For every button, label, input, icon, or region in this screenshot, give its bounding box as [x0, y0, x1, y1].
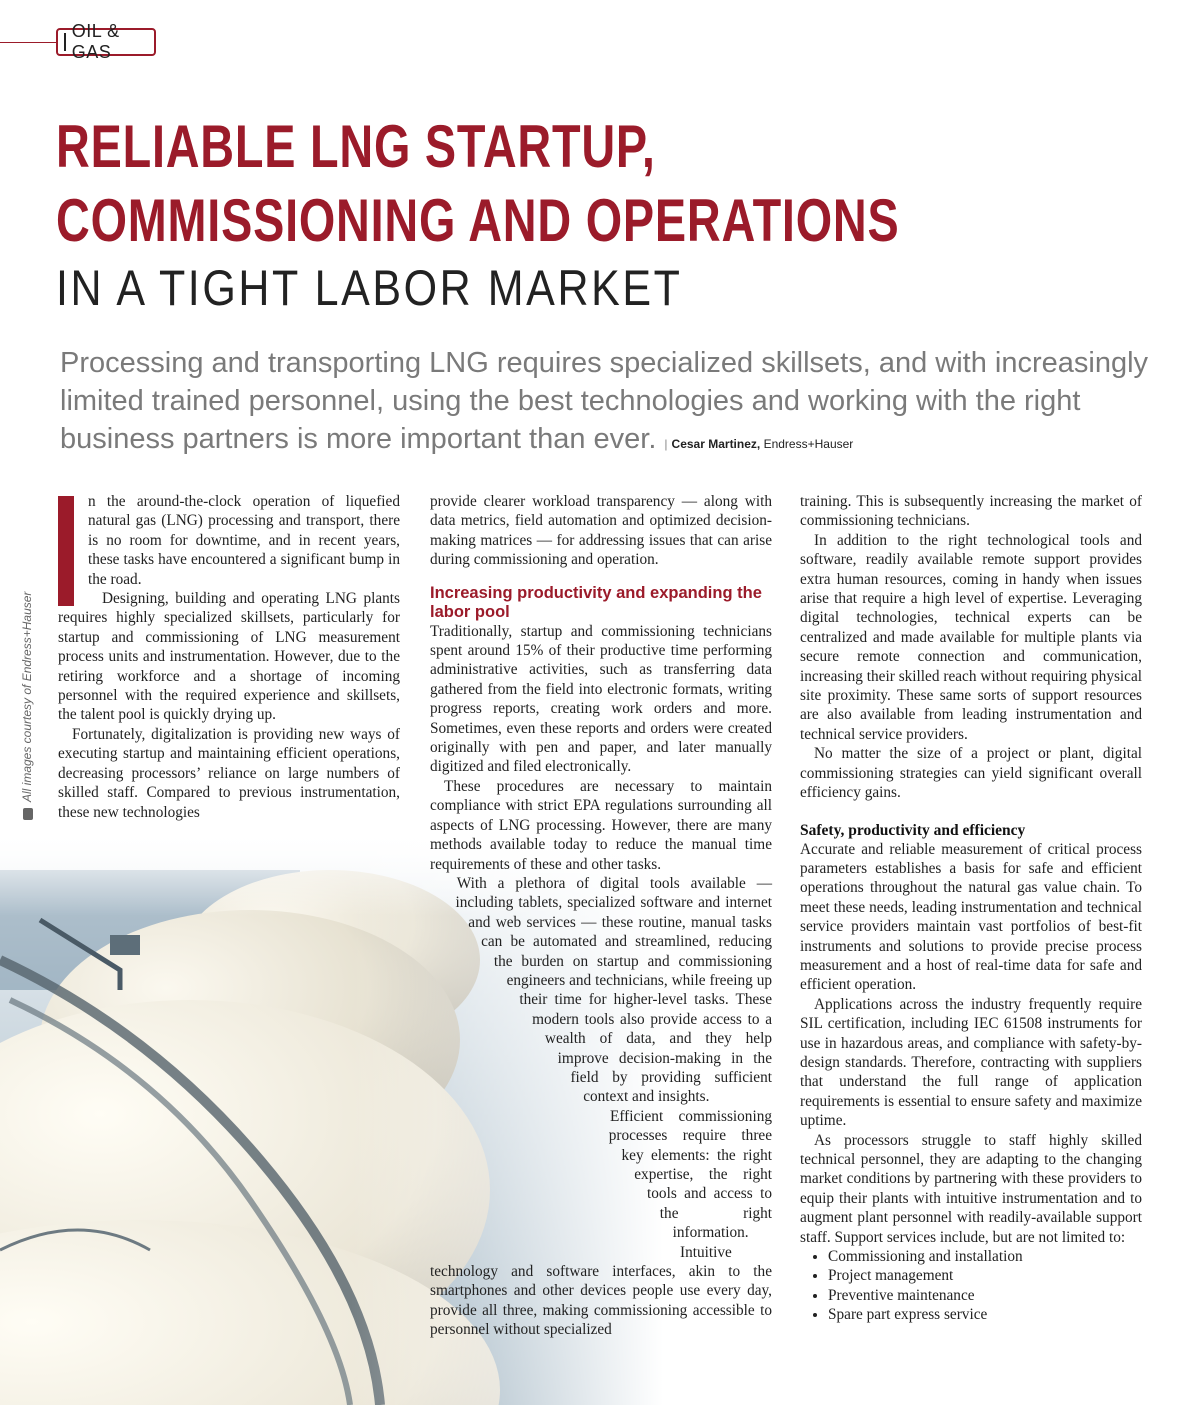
- author-company: Endress+Hauser: [763, 437, 854, 451]
- col3-paragraph-2: In addition to the right technological tools and software, readily available remote support provides extra human resources, coming in handy when issues arise that require a high level of expertise. Leveraging digital technologies, technical experts can be centralized and made available for multiple plants via secure remote connection and communication, increasing their skilled reach without requiring physical site proximity. These same sorts of support resources are also available from leading instrumentation and technical service providers.: [800, 531, 1142, 743]
- col2-paragraph-2: Traditionally, startup and commissioning technicians spent around 15% of their productive time performing administrative activities, such as transferring data gathered from the field into electronic formats, writing progress reports, creating work orders and more. Sometimes, even these reports and orders were created originally with pen and paper, and later manually digitized and filed electronically.: [430, 622, 772, 776]
- section-label: OIL & GAS: [71, 21, 120, 62]
- headline-line-1: RELIABLE LNG STARTUP,: [56, 113, 656, 180]
- col1-paragraph-2: Designing, building and operating LNG plants requires highly specialized skillsets, particularly for startup and commissioning of LNG measurement process units and instrumentation. However, due to the retiring workforce and a shortage of incoming personnel with the required experience and skillsets, the talent pool is quickly drying up.: [58, 590, 400, 724]
- section-rule: [0, 42, 58, 43]
- services-list: [800, 1247, 1142, 1325]
- article-column-1: [58, 492, 400, 822]
- headline-subtitle: IN A TIGHT LABOR MARKET: [56, 260, 683, 316]
- photo-credit: All images courtesy of Endress+Hauser: [20, 592, 34, 820]
- col2-paragraph-3: These procedures are necessary to maintain compliance with strict EPA regulations surrounding all aspects of LNG processing. However, there are many methods available today to reduce the manual time requirements of these and other tasks.: [430, 777, 772, 873]
- list-item: • Preventive maintenance: [828, 1286, 1142, 1305]
- list-item: • Commissioning and installation: [828, 1247, 1142, 1266]
- col2-subheading: Increasing productivity and expanding the labor pool: [430, 583, 762, 621]
- byline: | Cesar Martinez, Endress+Hauser: [664, 437, 854, 451]
- col1-paragraph-3: Fortunately, digitalization is providing new ways of executing startup and maintaining efficient operations, decreasing processors’ reliance on large numbers of skilled staff. Compared to previous instrumentation, these new technologies: [58, 725, 400, 821]
- col3-paragraph-4: Accurate and reliable measurement of critical process parameters establishes a basis for safe and efficient operations throughout the natural gas value chain. To meet these needs, leading instrumentation and technical service providers maintain vast portfolios of best-fit instruments and solutions to provide precise process measurement and a host of real-time data for safe and efficient operation.: [800, 840, 1142, 994]
- col2-paragraph-4: With a plethora of digital tools available — including tablets, specialized software and internet and web services — these routine, manual tasks can be automated and streamlined, reducing the burden on startup and commissioning engineers and technicians, while freeing up their time for higher-level tasks. These modern tools also provide access to a wealth of data, and they help improve decision-making in the field by providing sufficient context and insights.: [455, 874, 772, 1106]
- headline-line-2: COMMISSIONING AND OPERATIONS: [56, 187, 900, 254]
- col3-paragraph-5: Applications across the industry frequently require SIL certification, including IEC 61508 instruments for use in hazardous areas, and compliance with safety-by-design standards. Therefore, contracting with suppliers that understand the full range of application requirements is essential to ensure safety and maximize uptime.: [800, 995, 1142, 1130]
- list-item: • Spare part express service: [828, 1305, 1142, 1324]
- section-tag-bar: [64, 33, 66, 51]
- deck-paragraph: [60, 344, 1150, 463]
- col3-paragraph-3: No matter the size of a project or plant, digital commissioning strategies can yield significant overall efficiency gains.: [800, 745, 1142, 802]
- col2-paragraph-5: Efficient commissioning processes require three key elements: the right expertise, the right tools and access to the right information. Intuitive technology and software interfaces, akin to the smartphones and other devices people use every day, provide all three, making commissioning accessible to personnel without specialized: [430, 1107, 772, 1339]
- article-column-2: [430, 492, 772, 1340]
- camera-icon: [23, 808, 33, 820]
- col3-subheading: Safety, productivity and efficiency: [800, 821, 1026, 839]
- col1-paragraph-1: n the around-the-clock operation of liquefied natural gas (LNG) processing and transport, there is no room for downtime, and in recent years, these tasks have encountered a significant bump in the road.: [88, 493, 400, 588]
- list-item: • Project management: [828, 1266, 1142, 1285]
- section-tag: [56, 21, 156, 62]
- deck-text: Processing and transporting LNG requires specialized skillsets, and with increasingly limited trained personnel, using the best technologies and working with the right business partners is more important than ever.: [60, 347, 1149, 455]
- drop-cap-i: [58, 496, 74, 606]
- col2-paragraph-1: provide clearer workload transparency — along with data metrics, field automation and optimized decision-making matrices — for addressing issues that can arise during commissioning and operation.: [430, 493, 772, 569]
- article-column-3: [800, 492, 1142, 1325]
- author-name: Cesar Martinez,: [671, 437, 761, 451]
- col3-paragraph-1: training. This is subsequently increasing the market of commissioning technicians.: [800, 493, 1142, 530]
- col3-paragraph-6: As processors struggle to staff highly skilled technical personnel, they are adapting to the changing market conditions by partnering with these providers to equip their plants with intuitive instrumentation and to augment plant personnel with readily-available support staff. Support services include, but are not limited to:: [800, 1131, 1142, 1246]
